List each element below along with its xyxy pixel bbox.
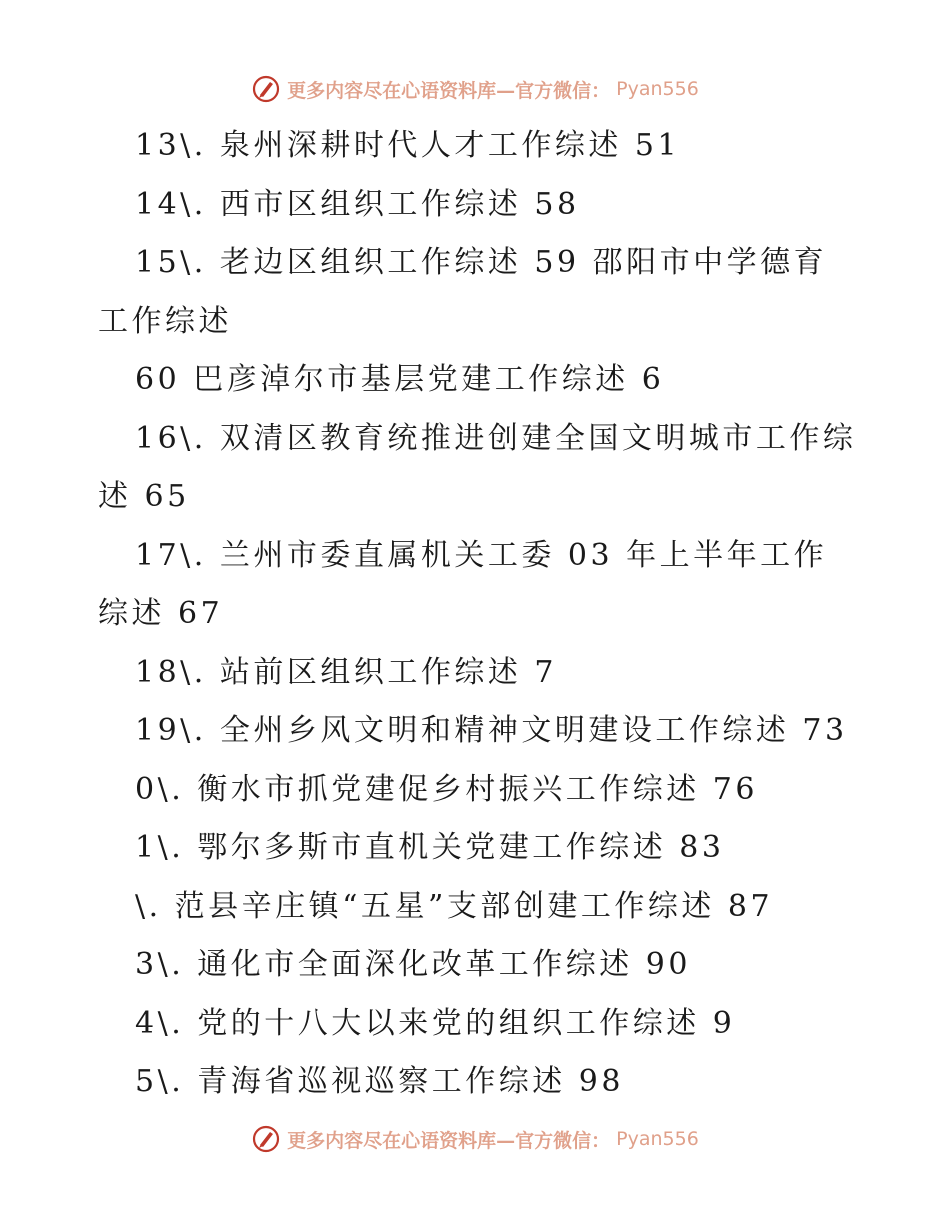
toc-entry: 60 巴彦淖尔市基层党建工作综述 6 xyxy=(135,362,665,397)
toc-entry: 1\. 鄂尔多斯市直机关党建工作综述 83 xyxy=(135,830,725,865)
toc-entry: 15\. 老边区组织工作综述 59 邵阳市中学德育工作综述 xyxy=(98,245,828,339)
toc-list xyxy=(98,117,858,1112)
toc-entry: \. 范县辛庄镇“五星”支部创建工作综述 87 xyxy=(135,888,774,924)
watermark-footer xyxy=(0,1124,950,1154)
toc-entry: 13\. 泉州深耕时代人才工作综述 51 xyxy=(135,128,681,163)
watermark-handle: Pyan556 xyxy=(616,1128,699,1150)
watermark-text: 更多内容尽在心语资料库—官方微信： xyxy=(287,1129,611,1152)
toc-entry: 14\. 西市区组织工作综述 58 xyxy=(135,186,580,222)
toc-entry: 17\. 兰州市委直属机关工委 03 年上半年工作综述 67 xyxy=(98,537,828,631)
watermark-text: 更多内容尽在心语资料库—官方微信： xyxy=(287,79,611,102)
pen-circle-logo-icon xyxy=(251,1124,281,1154)
toc-entry: 0\. 衡水市抓党建促乡村振兴工作综述 76 xyxy=(135,771,758,807)
toc-entry: 3\. 通化市全面深化改革工作综述 90 xyxy=(135,947,691,982)
toc-entry: 18\. 站前区组织工作综述 7 xyxy=(135,654,557,690)
toc-entry: 19\. 全州乡风文明和精神文明建设工作综述 73 xyxy=(135,713,848,748)
toc-entry: 16\. 双清区教育统推进创建全国文明城市工作综述 65 xyxy=(98,420,857,514)
watermark-header xyxy=(0,74,950,104)
toc-entry: 5\. 青海省巡视巡察工作综述 98 xyxy=(135,1064,624,1099)
pen-circle-logo-icon xyxy=(251,74,281,104)
watermark-handle: Pyan556 xyxy=(616,78,699,100)
toc-entry: 4\. 党的十八大以来党的组织工作综述 9 xyxy=(135,1005,736,1041)
